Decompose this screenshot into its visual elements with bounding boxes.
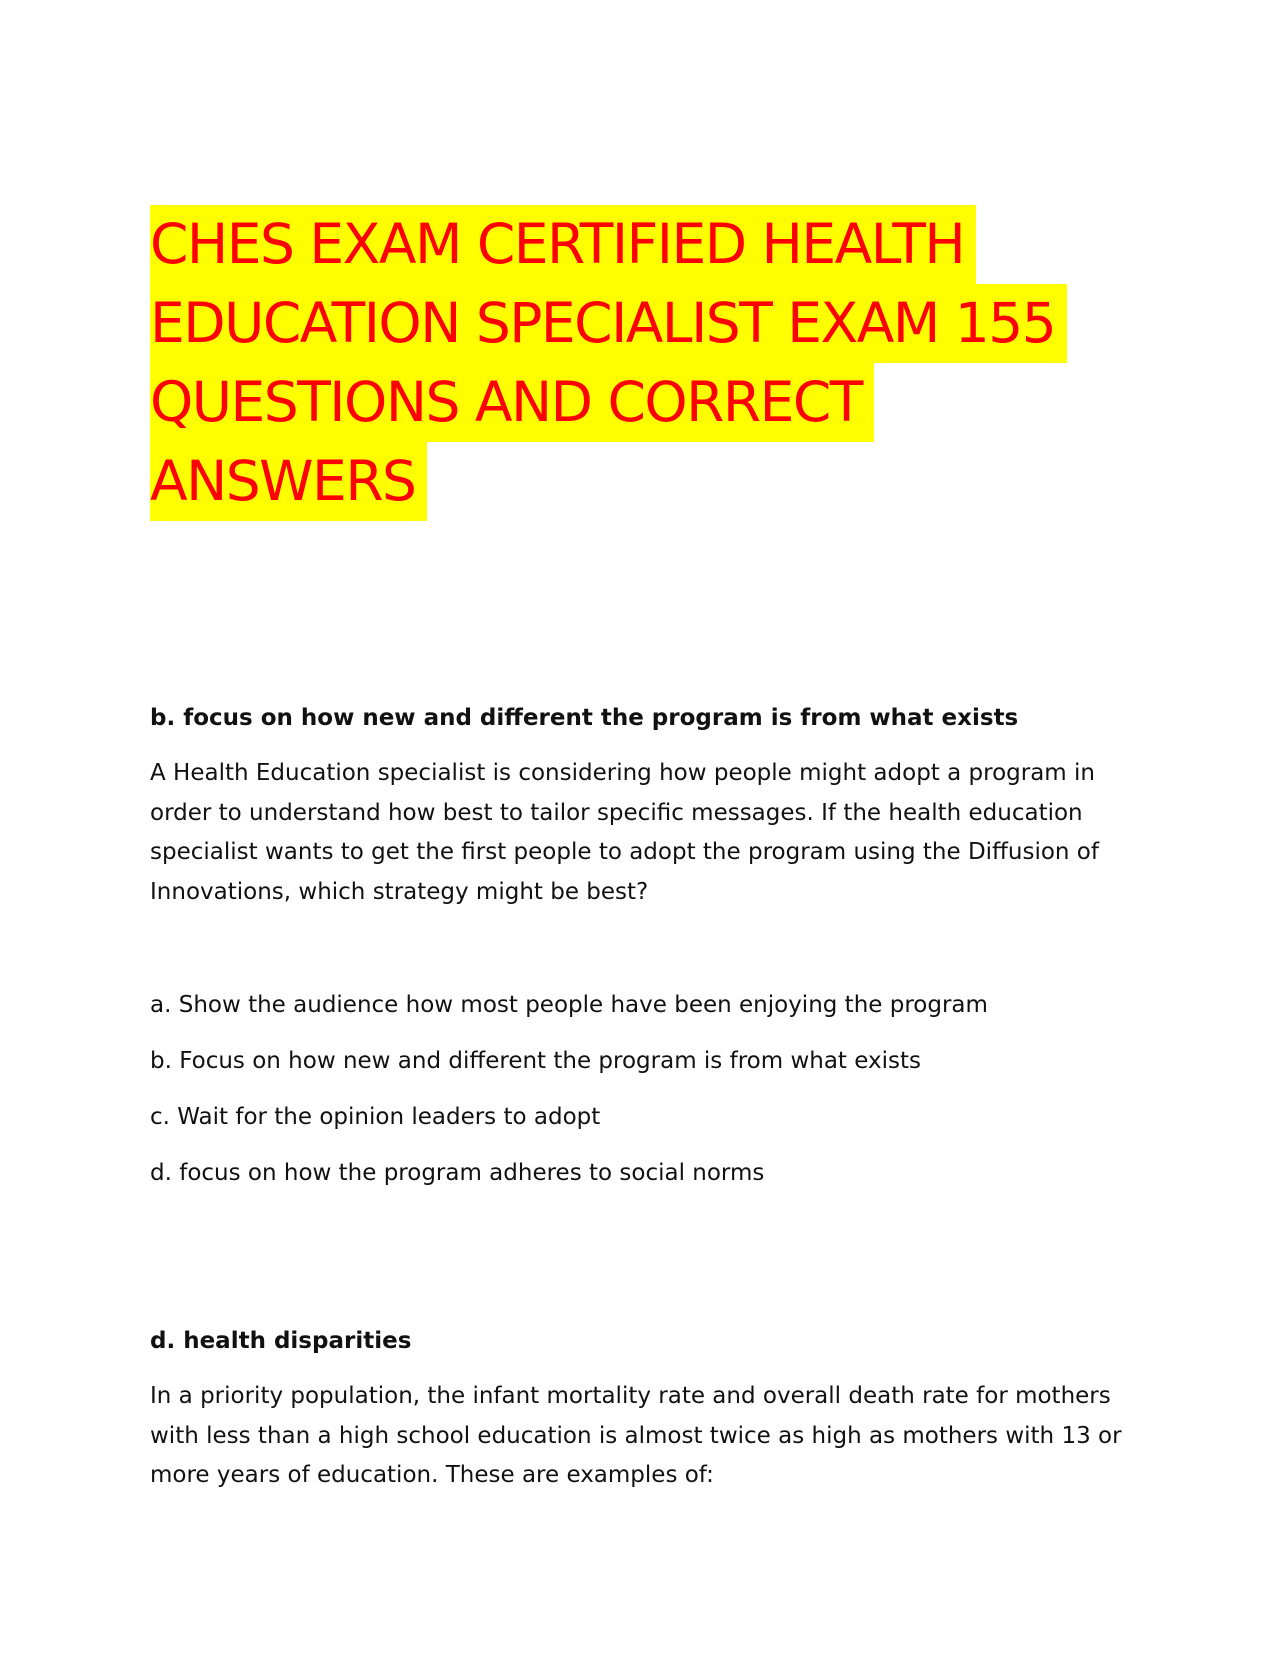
document-title bbox=[150, 205, 1150, 521]
title-line-3: QUESTIONS AND CORRECT bbox=[150, 363, 874, 442]
answer-1: b. focus on how new and different the program is from what exists bbox=[150, 705, 1019, 731]
option-b: b. Focus on how new and different the program is from what exists bbox=[150, 1048, 921, 1074]
question-1-wrapper bbox=[150, 754, 1140, 912]
options-1 bbox=[150, 990, 1140, 1190]
qa-item-1 bbox=[150, 703, 1140, 733]
question-2-wrapper bbox=[150, 1377, 1140, 1496]
answer-2: d. health disparities bbox=[150, 1328, 412, 1354]
title-line-1: CHES EXAM CERTIFIED HEALTH bbox=[150, 205, 976, 284]
option-a: a. Show the audience how most people have been enjoying the program bbox=[150, 992, 988, 1018]
title-line-4: ANSWERS bbox=[150, 442, 427, 521]
title-line-2: EDUCATION SPECIALIST EXAM 155 bbox=[150, 284, 1067, 363]
option-c: c. Wait for the opinion leaders to adopt bbox=[150, 1104, 601, 1130]
qa-item-2 bbox=[150, 1326, 1140, 1356]
option-d: d. focus on how the program adheres to social norms bbox=[150, 1160, 765, 1186]
question-1: A Health Education specialist is considering how people might adopt a program in order to understand how best to tailor specific messages. If the health education specialist wants to get the first people to adopt the program using the Diffusion of Innovations, which strategy might be best? bbox=[150, 760, 1099, 905]
question-2: In a priority population, the infant mortality rate and overall death rate for mothers with less than a high school education is almost twice as high as mothers with 13 or more years of education. These are examples of: bbox=[150, 1383, 1122, 1488]
